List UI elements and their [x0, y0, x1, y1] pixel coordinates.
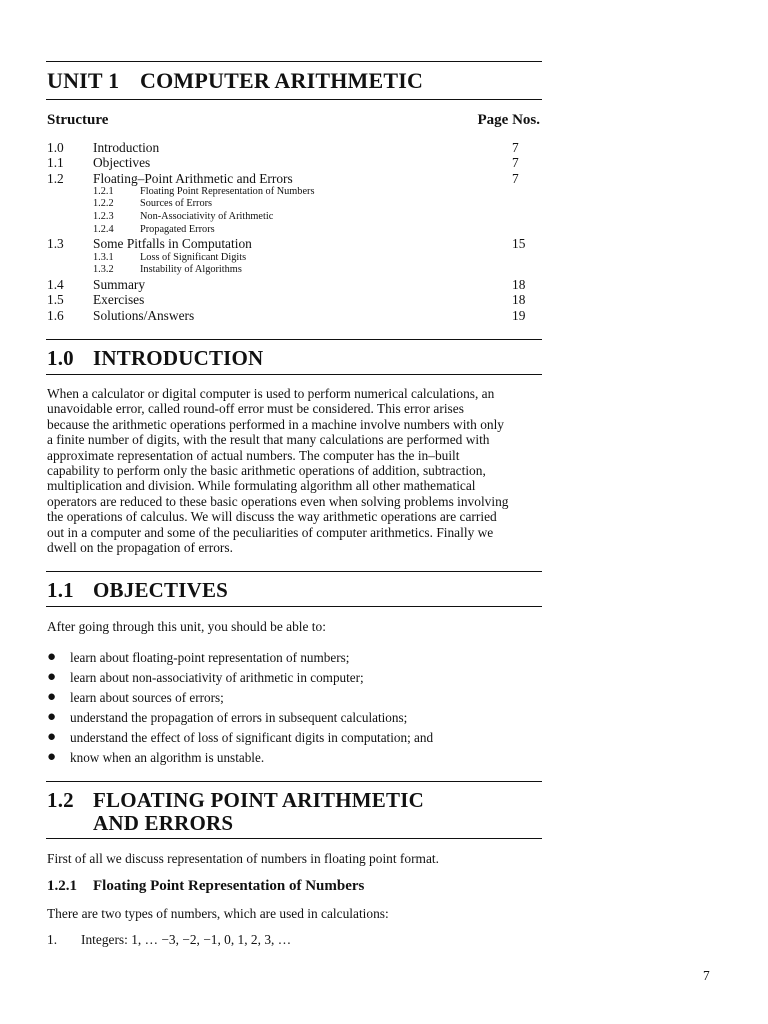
toc-entry-number: 1.1 — [47, 155, 64, 170]
toc-entry-number: 1.6 — [47, 308, 64, 323]
paragraph-line: There are two types of numbers, which are used in calculations: — [47, 906, 389, 921]
paragraph-line: a finite number of digits, with the result that many calculations are performed with — [47, 432, 490, 448]
toc-entry-number: 1.0 — [47, 140, 64, 155]
subsection-title: Floating Point Representation of Numbers — [93, 878, 365, 894]
bullet-text: learn about non-associativity of arithmetic in computer; — [70, 670, 364, 685]
toc-subentry-number: 1.3.2 — [93, 264, 114, 275]
unit-title-rule — [46, 99, 542, 100]
unit-name: COMPUTER ARITHMETIC — [140, 68, 424, 93]
toc-entry-page: 18 — [512, 292, 526, 307]
item-text: Integers: 1, … −3, −2, −1, 0, 1, 2, 3, … — [81, 932, 292, 947]
structure-header — [47, 112, 540, 129]
bullet-icon: ● — [47, 689, 57, 705]
bullet-text: understand the effect of loss of significant digits in computation; and — [70, 730, 434, 745]
section-heading-objectives — [47, 578, 228, 603]
bullet-icon: ● — [47, 729, 57, 745]
toc-entry-title: Summary — [93, 277, 146, 292]
subsection-heading — [47, 878, 364, 895]
paragraph-line: After going through this unit, you should be able to: — [47, 619, 326, 634]
bullet-text: know when an algorithm is unstable. — [70, 750, 265, 765]
unit-number: UNIT 1 — [47, 68, 120, 93]
toc-entry-page: 18 — [512, 277, 526, 292]
toc-subentry-title: Instability of Algorithms — [140, 264, 242, 275]
bullet-icon: ● — [47, 749, 57, 765]
toc-entry-page: 7 — [512, 171, 519, 186]
floating-intro — [47, 851, 542, 866]
section-heading-introduction — [47, 346, 263, 371]
paragraph-line: dwell on the propagation of errors. — [47, 540, 233, 556]
toc-entry-page: 15 — [512, 236, 526, 251]
objectives-intro — [47, 619, 542, 634]
item-number: 1. — [47, 932, 58, 947]
paragraph-line: multiplication and division. While formulating algorithm all other mathematical — [47, 478, 476, 494]
toc-entry-title: Exercises — [93, 292, 145, 307]
toc-entry-number: 1.5 — [47, 292, 64, 307]
page-number: 7 — [703, 968, 710, 983]
paragraph-line: operators are reduced to these basic operations even when solving problems involving — [47, 493, 509, 509]
toc-subentry-title: Propagated Errors — [140, 224, 215, 235]
section-rule — [46, 339, 542, 340]
toc-entry-number: 1.4 — [47, 277, 64, 292]
bullet-icon: ● — [47, 709, 57, 725]
toc-entry-title: Solutions/Answers — [93, 308, 195, 323]
toc-subentry-number: 1.2.2 — [93, 198, 114, 209]
section-title: INTRODUCTION — [93, 346, 264, 370]
section-title-line-1: FLOATING POINT ARITHMETIC — [93, 788, 424, 812]
toc-entry-title: Objectives — [93, 155, 151, 170]
top-rule — [46, 61, 542, 62]
toc-subentry-title: Non-Associativity of Arithmetic — [140, 211, 274, 222]
paragraph-line: out in a computer and some of the peculiarities of computer arithmetics. Finally we — [47, 524, 494, 540]
introduction-paragraph — [47, 386, 542, 555]
bullet-text: understand the propagation of errors in subsequent calculations; — [70, 710, 408, 725]
toc-entry-number: 1.2 — [47, 171, 64, 186]
toc-subentry-number: 1.2.1 — [93, 186, 114, 197]
structure-heading: Structure — [47, 112, 109, 128]
toc-subentry-number: 1.2.4 — [93, 224, 114, 235]
section-rule — [46, 838, 542, 839]
section-rule — [46, 571, 542, 572]
section-number: 1.2 — [47, 788, 74, 812]
section-title: OBJECTIVES — [93, 578, 229, 602]
page-nos-heading: Page Nos. — [477, 112, 540, 128]
toc-subentry-number: 1.3.1 — [93, 252, 114, 263]
toc-subentry-title: Floating Point Representation of Numbers — [140, 186, 315, 197]
toc-entry-page: 7 — [512, 155, 519, 170]
paragraph-line: When a calculator or digital computer is used to perform numerical calculations, an — [47, 386, 495, 401]
types-intro — [47, 906, 542, 921]
toc-subentry-title: Loss of Significant Digits — [140, 252, 247, 263]
toc-entry-page: 19 — [512, 308, 526, 323]
bullet-text: learn about floating-point representation of numbers; — [70, 650, 350, 665]
bullet-text: learn about sources of errors; — [70, 690, 224, 705]
paragraph-line: approximate representation of actual numbers. The computer has the in–built — [47, 447, 460, 463]
paragraph-line: capability to perform only the basic arithmetic operations of addition, subtraction, — [47, 463, 486, 479]
numbered-item — [47, 932, 291, 948]
section-heading-floating-point — [47, 788, 424, 813]
section-rule — [46, 374, 542, 375]
section-heading-floating-point-line-2 — [47, 811, 233, 836]
bullet-icon: ● — [47, 669, 57, 685]
toc-subentry-number: 1.2.3 — [93, 211, 114, 222]
bullet-icon: ● — [47, 649, 57, 665]
toc-entry-title: Introduction — [93, 140, 160, 155]
toc-entry-number: 1.3 — [47, 236, 64, 251]
subsection-number: 1.2.1 — [47, 878, 77, 894]
toc-entry-page: 7 — [512, 140, 519, 155]
paragraph-line: because the arithmetic operations performed in a machine involve numbers with only — [47, 416, 504, 432]
paragraph-line: the operations of calculus. We will discuss the way arithmetic operations are carried — [47, 509, 497, 525]
section-number: 1.0 — [47, 346, 74, 370]
section-title-line-2: AND ERRORS — [93, 811, 234, 835]
section-number: 1.1 — [47, 578, 74, 602]
paragraph-line: First of all we discuss representation of numbers in floating point format. — [47, 851, 439, 866]
toc-subentry-title: Sources of Errors — [140, 198, 213, 209]
unit-title — [47, 68, 423, 94]
paragraph-line: unavoidable error, called round-off error must be considered. This error arises — [47, 401, 464, 417]
toc-entry-title: Floating–Point Arithmetic and Errors — [93, 171, 293, 186]
section-rule — [46, 781, 542, 782]
toc-entry-title: Some Pitfalls in Computation — [93, 236, 252, 251]
section-rule — [46, 606, 542, 607]
